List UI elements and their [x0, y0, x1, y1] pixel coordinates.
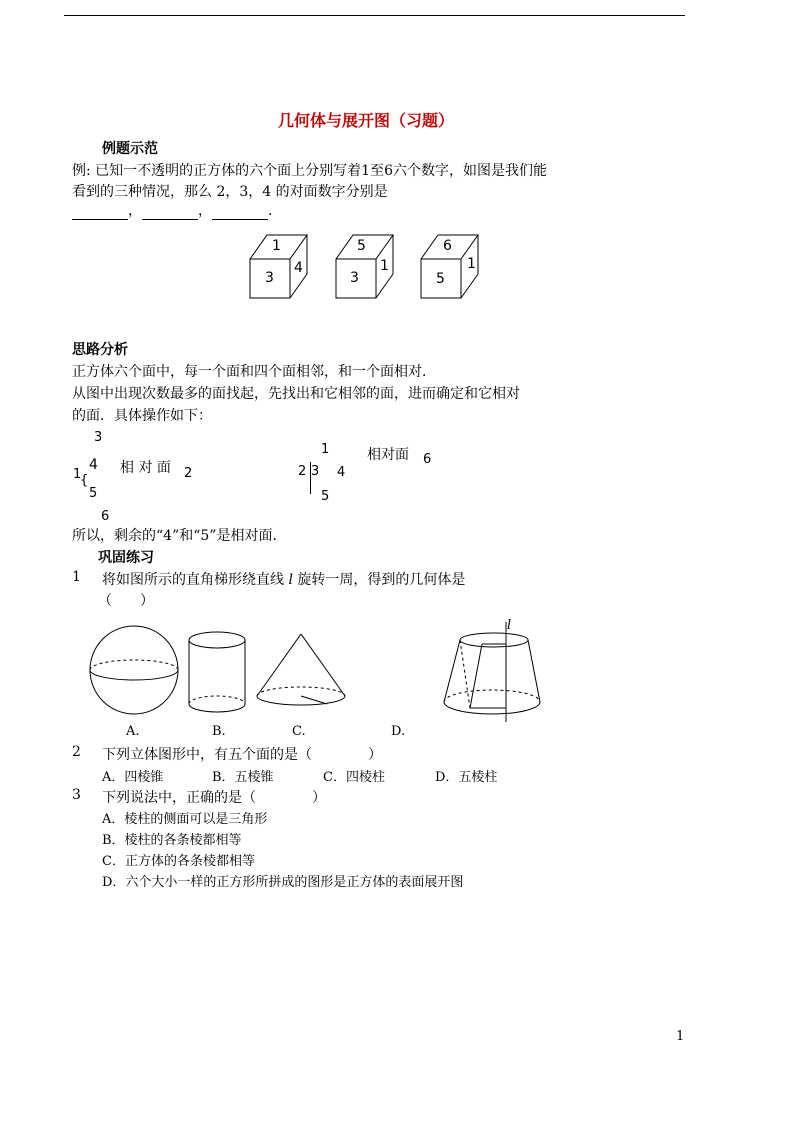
diagram-left-1: 1 [73, 467, 82, 482]
q1-option-a[interactable]: A. [126, 724, 140, 739]
example-heading: 例题示范 [102, 141, 158, 157]
cube-2-top: 5 [357, 238, 366, 254]
answer-blank-1[interactable] [72, 205, 128, 220]
example-line-1: 例: 已知一不透明的正方体的六个面上分别写着1至6六个数字，如图是我们能 [72, 163, 547, 179]
page-title: 几何体与展开图（习题） [278, 111, 455, 130]
diagram-left-6: 6 [101, 509, 110, 524]
cube-3-top: 6 [443, 238, 452, 254]
diagram-right-3: 3 [311, 464, 320, 479]
q2-number: 2 [72, 744, 81, 760]
frustum-figure [440, 622, 544, 726]
q1-option-d[interactable]: D. [391, 724, 406, 739]
q1-variable: l [288, 572, 293, 588]
cylinder-figure [186, 630, 248, 716]
analysis-heading: 思路分析 [72, 342, 128, 358]
diagram-right-1: 1 [321, 442, 330, 457]
q2-option-c[interactable]: C．四棱柱 [323, 770, 385, 785]
answer-blank-3[interactable] [212, 205, 268, 220]
diagram-right-4: 4 [337, 465, 346, 480]
analysis-line-3: 的面．具体操作如下： [72, 408, 212, 424]
diagram-left-2: 2 [184, 466, 193, 481]
diagram-right-label: 相对面 [367, 447, 409, 463]
cube-3-front: 5 [436, 271, 445, 287]
header-rule [64, 15, 685, 16]
sphere-figure [88, 624, 180, 716]
q3-option-d[interactable]: D．六个大小一样的正方形所拼成的图形是正方体的表面展开图 [102, 875, 464, 890]
q3-number: 3 [72, 787, 81, 803]
q2-option-b[interactable]: B．五棱锥 [212, 770, 274, 785]
cube-1-side: 4 [294, 260, 303, 276]
q1-answer-paren[interactable]: （ ） [98, 593, 154, 609]
q1-option-c[interactable]: C. [292, 724, 306, 739]
cube-2-side: 1 [380, 258, 389, 274]
diagram-right-2: 2 [298, 464, 307, 479]
diagram-right-5: 5 [321, 489, 330, 504]
q1-text-b: 旋转一周，得到的几何体是 [297, 572, 466, 588]
q3-option-a[interactable]: A．棱柱的侧面可以是三角形 [102, 812, 268, 827]
q3-option-b[interactable]: B．棱柱的各条棱都相等 [102, 833, 242, 848]
q3-text: 下列说法中，正确的是（ ） [102, 790, 326, 806]
q3-option-c[interactable]: C．正方体的各条棱都相等 [102, 854, 255, 869]
q1-stem [102, 569, 465, 589]
q2-option-d[interactable]: D．五棱柱 [435, 770, 498, 785]
example-line-2: 看到的三种情况，那么 2，3，4 的对面数字分别是 [72, 184, 388, 200]
cube-3-side: 1 [467, 256, 476, 272]
cone-figure [255, 632, 347, 710]
cube-1-front: 3 [265, 270, 274, 286]
cube-2-front: 3 [350, 270, 359, 286]
diagram-left-label: 相 对 面 [120, 460, 171, 476]
q1-number: 1 [72, 569, 81, 585]
q2-option-a[interactable]: A．四棱锥 [102, 770, 164, 785]
analysis-line-2: 从图中出现次数最多的面找起，先找出和它相邻的面，进而确定和它相对 [72, 386, 520, 402]
diagram-left-3: 3 [94, 430, 103, 445]
diagram-left-5: 5 [89, 486, 98, 501]
answer-blanks [72, 200, 272, 220]
analysis-line-1: 正方体六个面中，每一个面和四个面相邻，和一个面相对． [72, 364, 436, 380]
q1-option-b[interactable]: B. [212, 724, 226, 739]
answer-sep-1: ， [128, 203, 142, 219]
conclusion: 所以，剩余的“4”和“5”是相对面． [72, 528, 287, 544]
answer-end: . [268, 203, 273, 219]
answer-sep-2: ， [198, 203, 212, 219]
practice-heading: 巩固练习 [98, 550, 154, 566]
cube-1-top: 1 [272, 238, 281, 254]
q2-text: 下列立体图形中，有五个面的是（ ） [102, 747, 382, 763]
diagram-left-4: 4 [89, 457, 98, 473]
q1-axis-label: l [507, 618, 512, 633]
diagram-right-6: 6 [423, 452, 432, 467]
diagram-right-divider [310, 462, 311, 494]
page-number: 1 [676, 1029, 685, 1044]
brace-icon: { [80, 473, 89, 488]
q1-text-a: 将如图所示的直角梯形绕直线 [102, 572, 284, 588]
answer-blank-2[interactable] [142, 205, 198, 220]
